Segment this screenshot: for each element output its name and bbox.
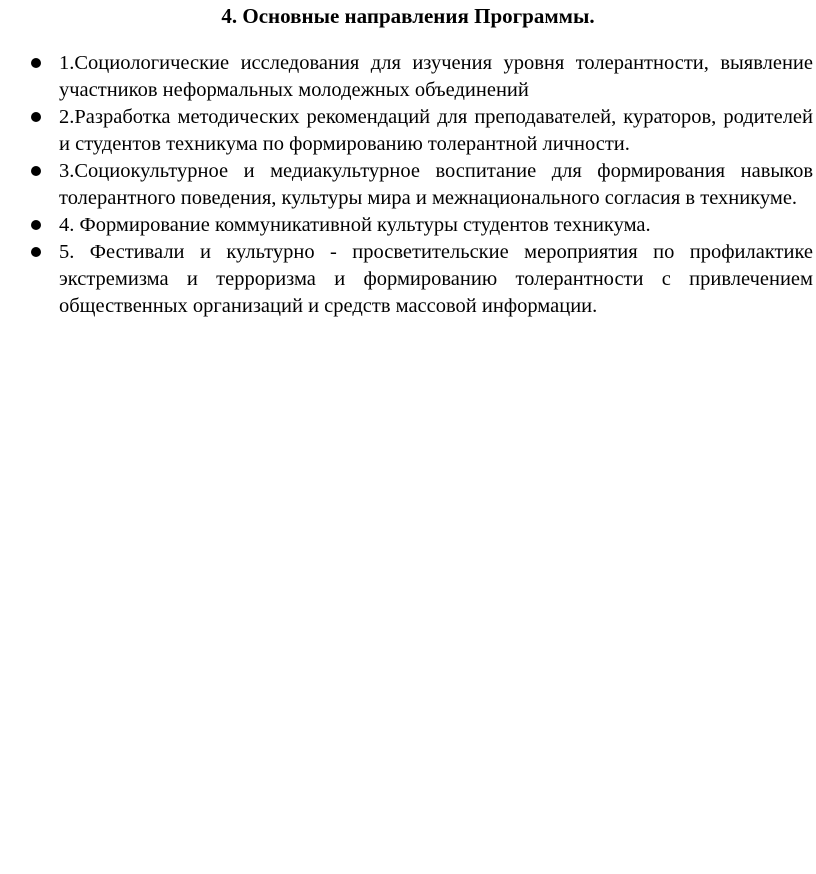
bullet-icon bbox=[31, 220, 41, 230]
list-item-text: 3.Социокультурное и медиакультурное воспитание для формирования навыков толерантного поведения, культуры мира и межнационального согласия в техникуме. bbox=[59, 160, 813, 209]
list-item-text: 2.Разработка методических рекомендаций для преподавателей, кураторов, родителей и студентов техникума по формированию толерантной личности. bbox=[59, 106, 813, 155]
list-item bbox=[0, 239, 816, 320]
bullet-icon bbox=[31, 166, 41, 176]
list-item bbox=[0, 104, 816, 158]
list-item-text: 4. Формирование коммуникативной культуры студентов техникума. bbox=[59, 214, 651, 236]
list-item bbox=[0, 212, 816, 239]
bullet-icon bbox=[31, 58, 41, 68]
list-item bbox=[0, 50, 816, 104]
bullet-icon bbox=[31, 112, 41, 122]
bullet-icon bbox=[31, 247, 41, 257]
list-item-text: 5. Фестивали и культурно - просветительские мероприятия по профилактике экстремизма и терроризма и формированию толерантности с привлечением общественных организаций и средств массовой информации. bbox=[59, 241, 813, 317]
list-item bbox=[0, 158, 816, 212]
page-title: 4. Основные направления Программы. bbox=[221, 4, 595, 28]
directions-list bbox=[0, 50, 816, 320]
list-item-text: 1.Социологические исследования для изучения уровня толерантности, выявление участников неформальных молодежных объединений bbox=[59, 52, 813, 101]
